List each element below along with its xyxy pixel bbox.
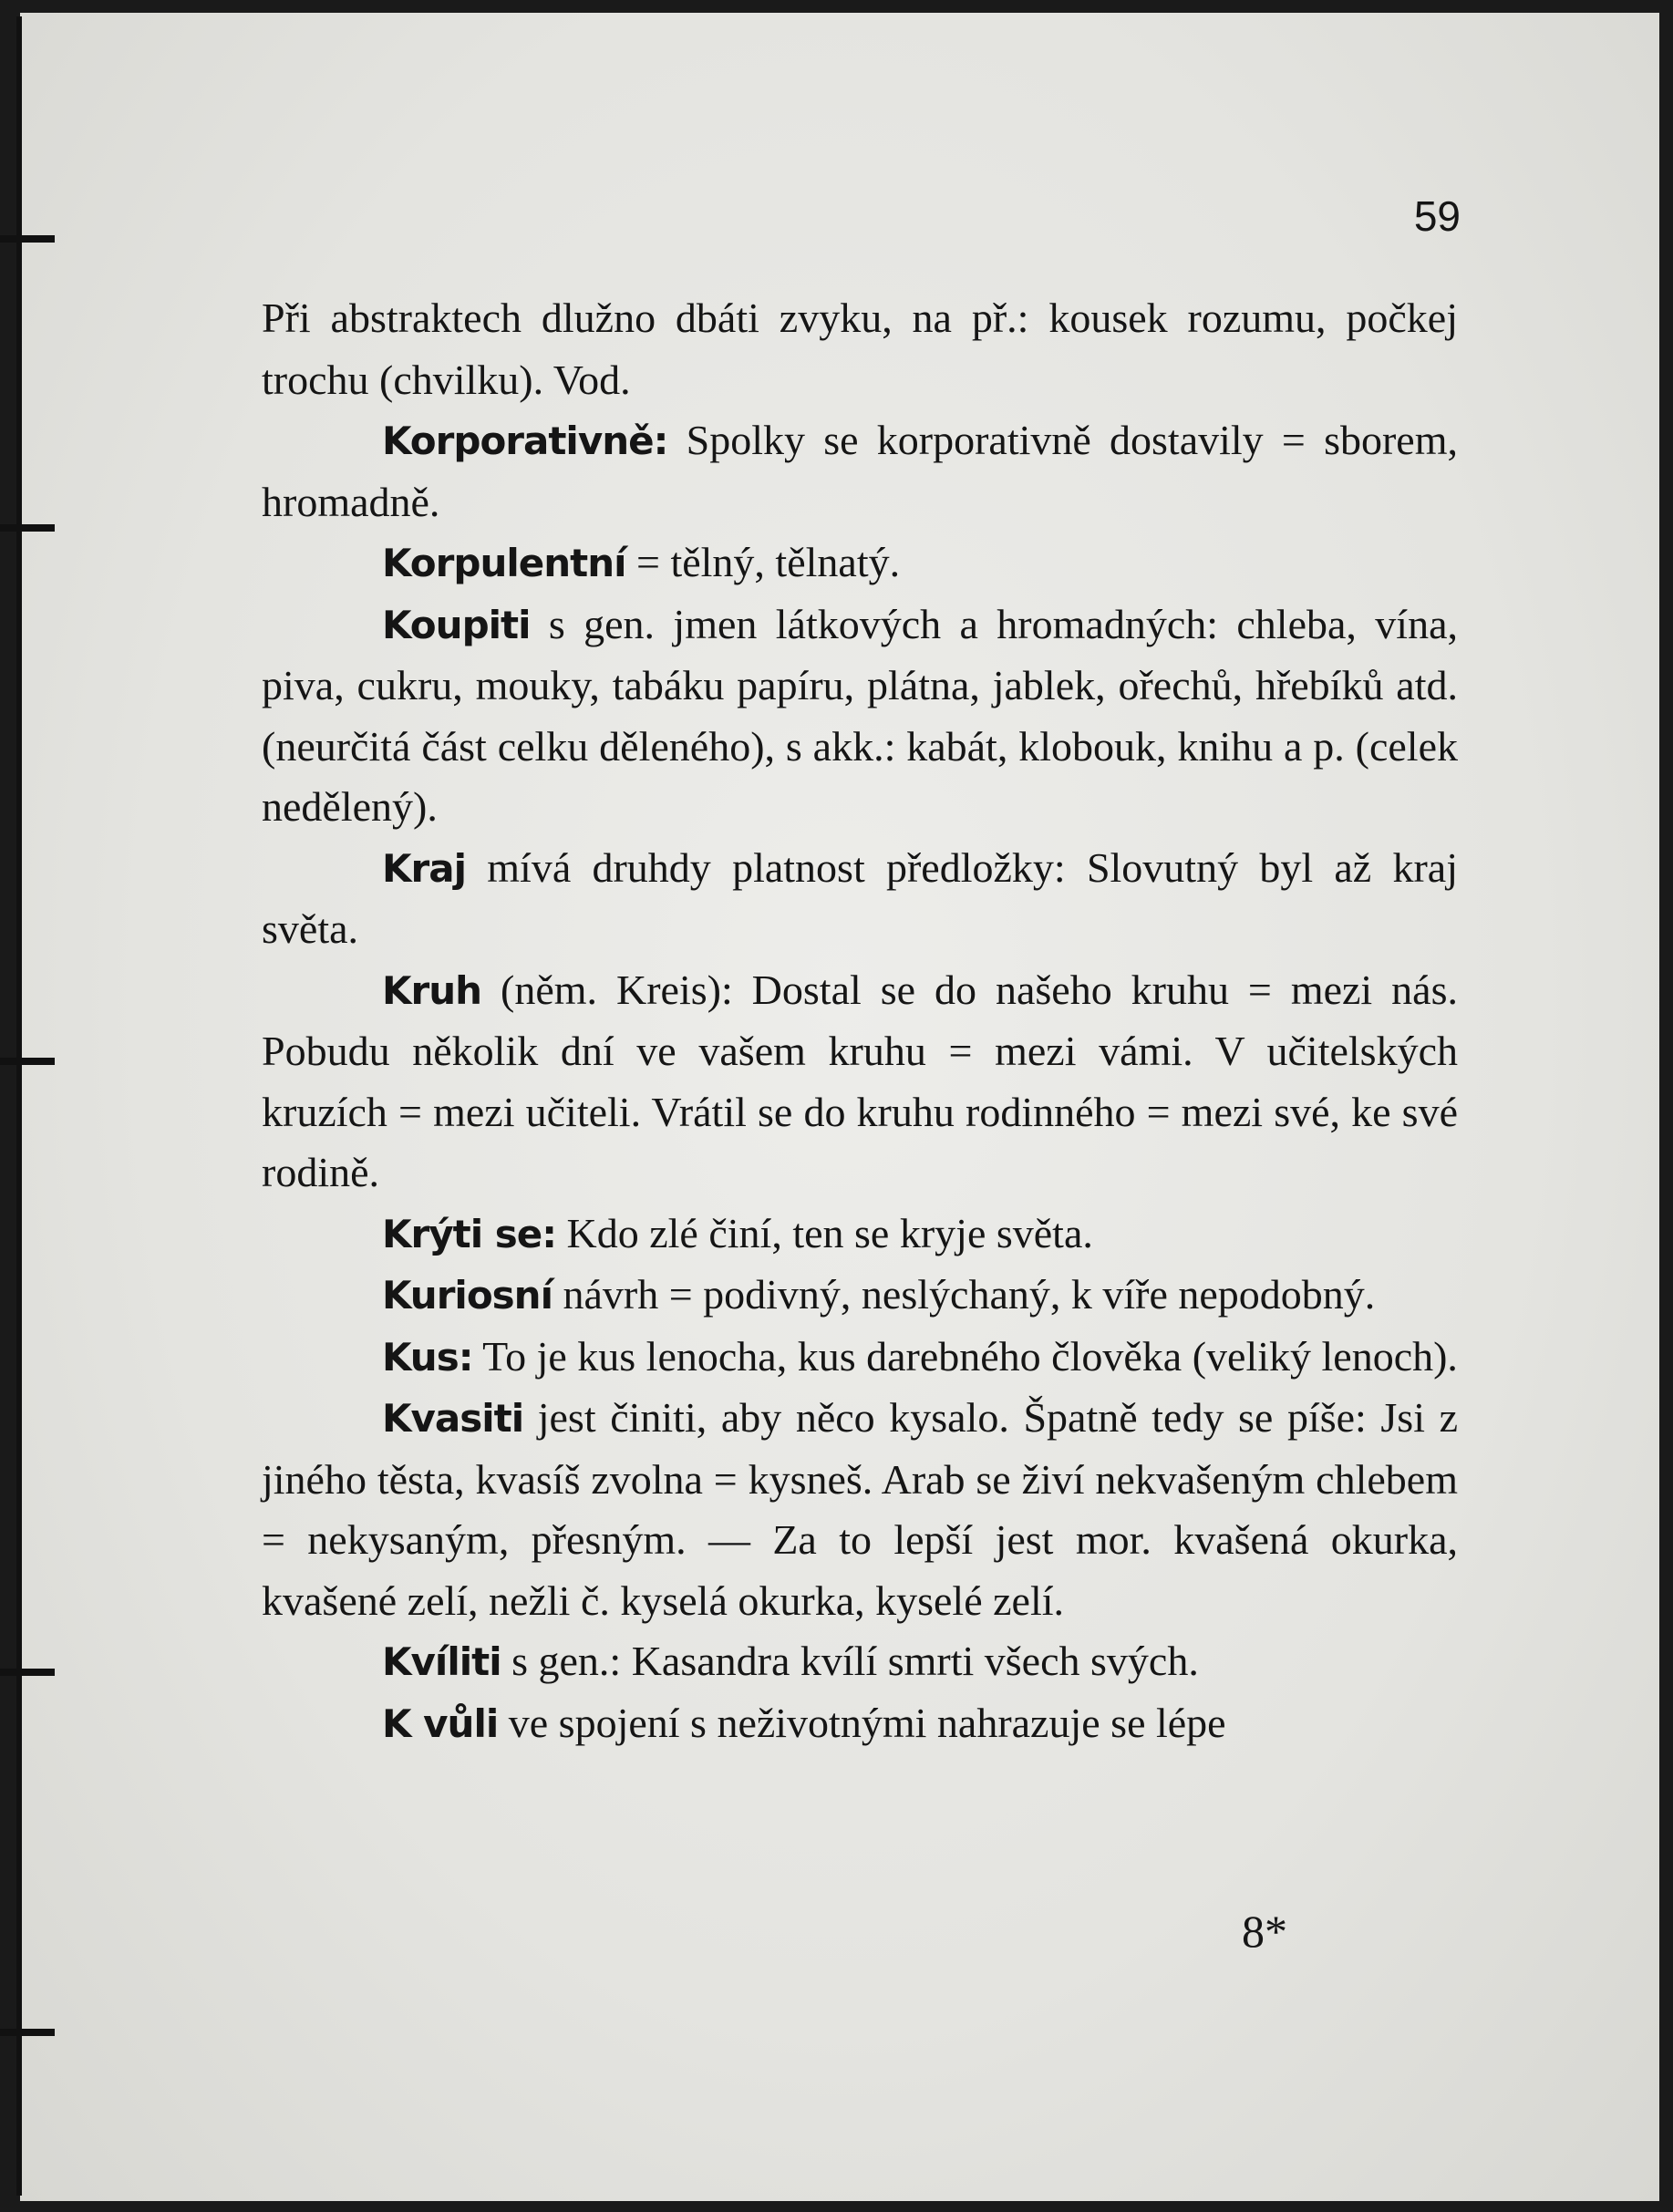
entry-kvasiti [262, 1388, 1458, 1631]
signature-mark: 8* [1242, 1906, 1287, 1957]
entry-text: ve spojení s neživotnými nahrazuje se lépe [498, 1699, 1226, 1746]
entry-kryti-se [262, 1204, 1458, 1266]
entry-term: Korpulentní [382, 541, 626, 585]
binding-tick [0, 1058, 55, 1065]
page-number: 59 [1413, 192, 1461, 240]
entry-text: Kdo zlé činí, ten se kryje světa. [556, 1209, 1093, 1256]
entry-kuriosni [262, 1265, 1458, 1327]
entry-term: Kruh [382, 967, 482, 1013]
entry-text: jest činiti, aby něco kysalo. Špatně tedy se píše: Jsi z jiného těsta, kvasíš zvolna = kysneš. Arab se živí nekvašeným chlebem = nekysaným, přesným. — Za to lepší jest mor. kvašená okurka, kvašené zelí, nežli č. kyselá okurka, kyselé zelí. [262, 1394, 1458, 1624]
entry-kviliti [262, 1631, 1458, 1693]
entry-text: (něm. Kreis): Dostal se do našeho kruhu = mezi nás. Pobudu několik dní ve vašem kruhu = mezi vámi. V učitelských kruzích = mezi učiteli. Vrátil se do kruhu rodinného = mezi své, ke své rodině. [262, 966, 1458, 1195]
binding-tick [0, 235, 55, 243]
entry-kus [262, 1327, 1458, 1389]
entry-text: To je kus lenocha, kus darebného člověka (veliký lenoch). [472, 1332, 1458, 1380]
entry-korpulentni [262, 532, 1458, 594]
paragraph-intro [262, 288, 1458, 410]
entry-text: s gen.: Kasandra kvílí smrti všech svých. [501, 1638, 1199, 1684]
binding-edge [16, 16, 22, 2196]
entry-text: = tělný, tělnatý. [625, 539, 901, 585]
entry-k-vuli [262, 1693, 1458, 1755]
binding-tick [0, 1669, 55, 1676]
entry-korporativne [262, 410, 1458, 532]
book-page [20, 13, 1659, 2201]
entry-term: Kvasiti [382, 1396, 524, 1441]
entry-kraj [262, 838, 1458, 960]
entry-term: Kraj [382, 845, 466, 891]
binding-tick [0, 524, 55, 532]
entry-term: Kus: [382, 1334, 473, 1380]
page-text [262, 288, 1458, 1754]
entry-text: návrh = podivný, neslýchaný, k víře nepodobný. [552, 1271, 1376, 1318]
entry-term: Kuriosní [382, 1273, 553, 1318]
entry-term: Korporativně: [382, 419, 668, 463]
binding-tick [0, 2029, 55, 2036]
entry-term: K vůli [382, 1700, 499, 1746]
entry-text: Při abstraktech dlužno dbáti zvyku, na př.: kousek rozumu, počkej trochu (chvilku). Vod. [262, 295, 1458, 403]
entry-text: mívá druhdy platnost předložky: Slovutný byl až kraj světa. [262, 843, 1458, 952]
entry-term: Koupiti [382, 602, 531, 647]
entry-term: Kvíliti [382, 1639, 501, 1684]
entry-term: Krýti se: [382, 1211, 557, 1256]
entry-koupiti [262, 594, 1458, 838]
entry-text: Spolky se korporativně dostavily = sborem, hromadně. [262, 417, 1458, 525]
entry-text: s gen. jmen látkových a hromadných: chleba, vína, piva, cukru, mouky, tabáku papíru, plátna, jablek, ořechů, hřebíků atd. (neurčitá část celku děleného), s akk.: kabát, klobouk, knihu a p. (celek nedělený). [262, 600, 1458, 830]
entry-kruh [262, 960, 1458, 1204]
